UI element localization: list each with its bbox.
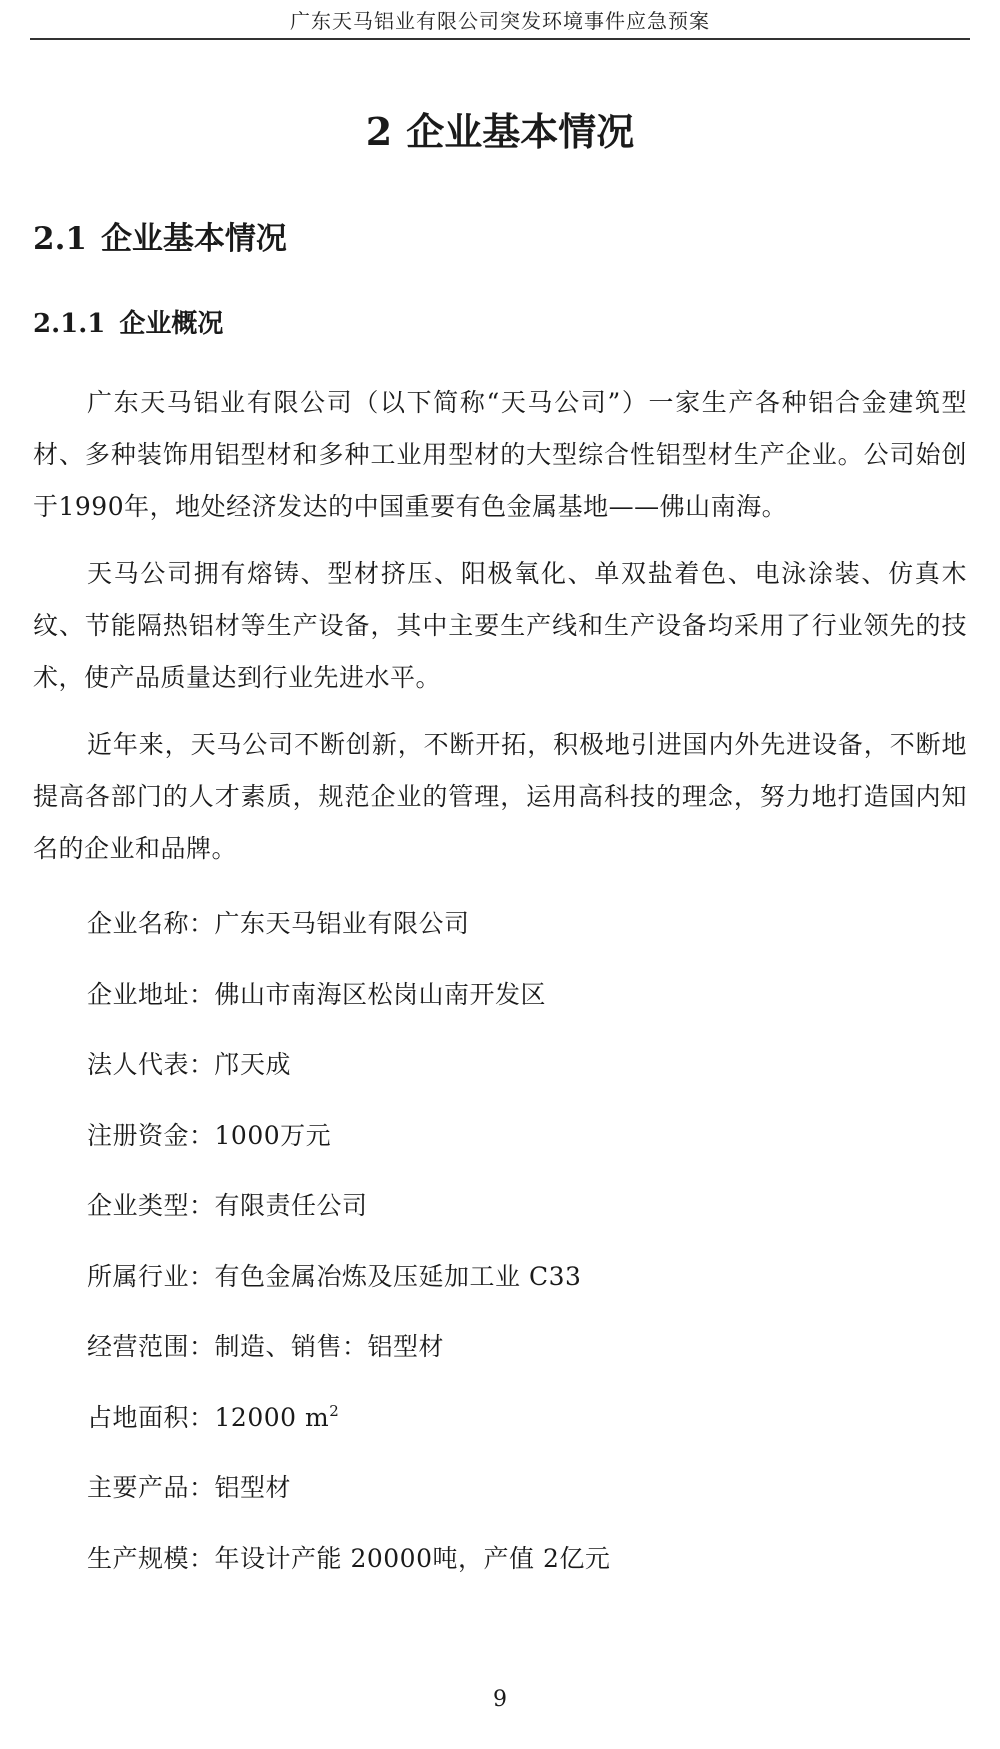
chapter-title: [0, 105, 1000, 159]
paragraph-equipment: 天马公司拥有熔铸、型材挤压、阳极氧化、单双盐着色、电泳涂装、仿真木纹、节能隔热铝材等生产设备，其中主要生产线和生产设备均采用了行业领先的技术，使产品质量达到行业先进水平。: [33, 559, 967, 692]
section-title-text: 企业基本情况: [100, 221, 287, 257]
info-value: 年设计产能 20000吨，产值 2亿元: [214, 1543, 611, 1573]
floor-area-value: 12000 m: [214, 1402, 330, 1432]
subsection-title-text: 企业概况: [119, 309, 224, 339]
info-row-company-type: [87, 1186, 967, 1257]
paragraph-company-overview: 广东天马铝业有限公司（以下简称“天马公司”）一家生产各种铝合金建筑型材、多种装饰用铝型材和多种工业用型材的大型综合性铝型材生产企业。公司始创于1990年，地处经济发达的中国重要有色金属基地——佛山南海。: [33, 388, 967, 521]
subsection-number: 2.1.1: [33, 309, 106, 339]
info-value: 有限责任公司: [214, 1191, 368, 1220]
info-value: 佛山市南海区松岗山南开发区: [214, 979, 547, 1009]
chapter-number: 2: [365, 109, 393, 154]
info-value: 邝天成: [214, 1050, 292, 1079]
section-title: [33, 217, 287, 261]
info-label: 企业类型：: [87, 1191, 215, 1220]
info-value: 制造、销售：铝型材: [214, 1332, 445, 1361]
page-number: 9: [493, 1687, 507, 1712]
info-row-company-address: [87, 975, 967, 1046]
info-row-production-scale: [87, 1539, 967, 1610]
info-row-business-scope: [87, 1327, 967, 1398]
section-number: 2.1: [33, 221, 87, 257]
info-label: 生产规模：: [87, 1543, 215, 1573]
area-unit-superscript: 2: [329, 1401, 340, 1420]
info-row-main-products: [87, 1468, 967, 1539]
info-value: 有色金属冶炼及压延加工业 C33: [214, 1261, 582, 1291]
info-label: 经营范围：: [87, 1332, 215, 1361]
info-label: 主要产品：: [87, 1473, 215, 1502]
info-label: 企业地址：: [87, 979, 215, 1009]
info-row-company-name: [87, 904, 967, 975]
info-label: 所属行业：: [87, 1261, 215, 1291]
info-row-floor-area: [87, 1398, 967, 1469]
paragraph-development: 近年来，天马公司不断创新，不断开拓，积极地引进国内外先进设备，不断地提高各部门的人才素质，规范企业的管理，运用高科技的理念，努力地打造国内知名的企业和品牌。: [33, 730, 967, 863]
running-header: 广东天马铝业有限公司突发环境事件应急预案: [290, 9, 710, 33]
info-value: 1000万元: [214, 1120, 332, 1150]
info-label: 占地面积：: [87, 1402, 215, 1432]
subsection-title: [33, 305, 223, 343]
company-info-list: [87, 904, 967, 1609]
info-row-legal-representative: [87, 1045, 967, 1116]
info-label: 企业名称：: [87, 909, 215, 938]
info-value: 广东天马铝业有限公司: [214, 909, 470, 938]
info-label: 注册资金：: [87, 1120, 215, 1150]
info-value: 铝型材: [214, 1473, 292, 1502]
info-row-industry: [87, 1257, 967, 1328]
info-label: 法人代表：: [87, 1050, 215, 1079]
info-row-registered-capital: [87, 1116, 967, 1187]
chapter-title-text: 企业基本情况: [406, 109, 635, 154]
info-value: [215, 1403, 340, 1432]
header-rule: [30, 38, 970, 40]
